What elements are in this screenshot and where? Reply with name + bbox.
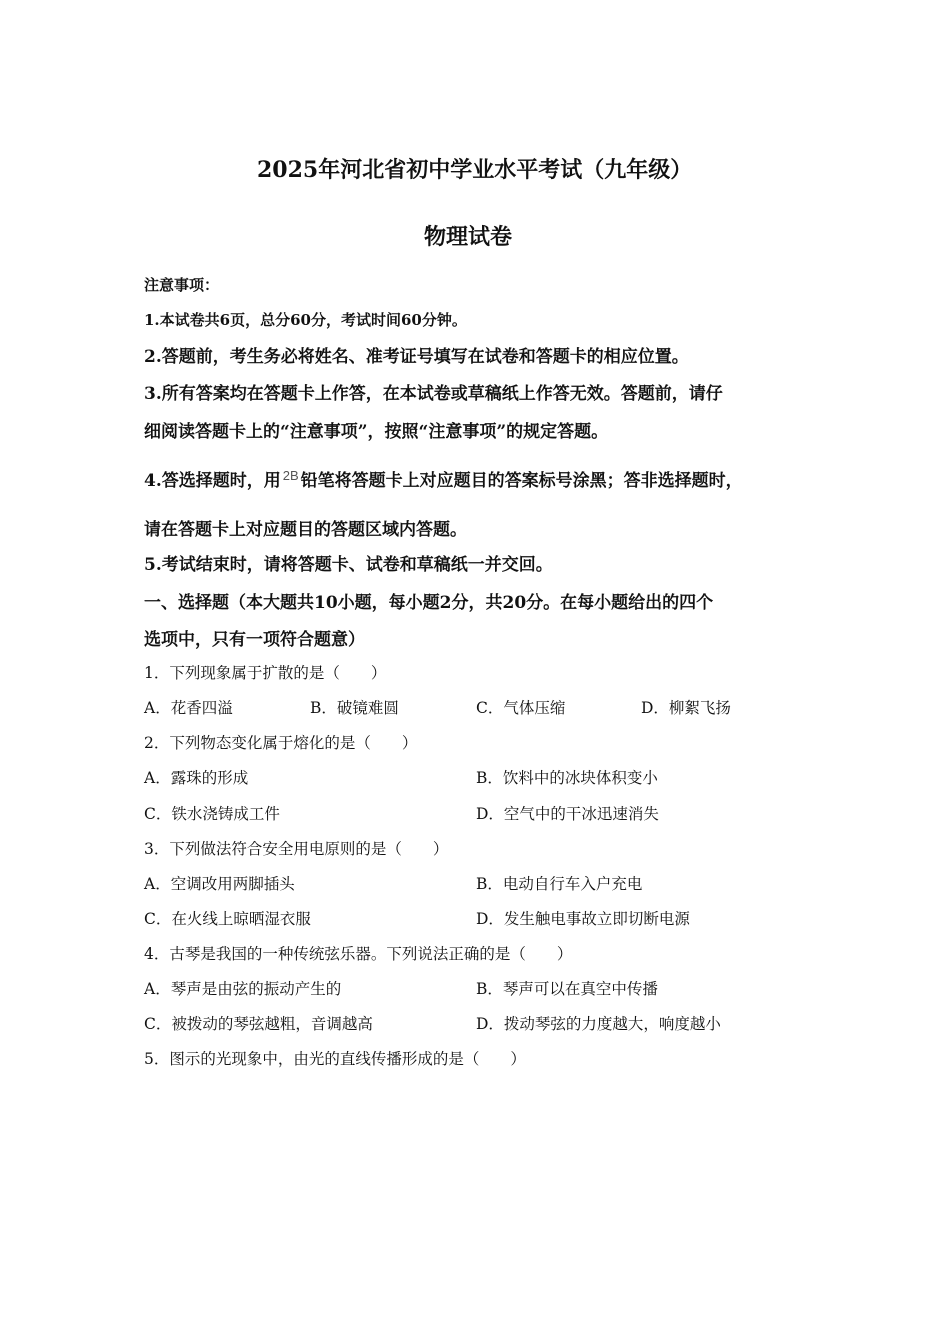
notice-item-4-post: 铅笔将答题卡上对应题目的答案标号涂黑；答非选择题时， [300, 471, 743, 491]
question-3-option-d: D．发生触电事故立即切断电源 [476, 910, 690, 928]
notice-heading: 注意事项： [144, 276, 220, 294]
notice-item-5: 5.考试结束时，请将答题卡、试卷和草稿纸一并交回。 [144, 555, 553, 575]
notice-item-3-line-1: 3.所有答案均在答题卡上作答，在本试卷或草稿纸上作答无效。答题前，请仔 [144, 384, 723, 404]
question-2-option-c: C．铁水浇铸成工件 [144, 805, 280, 823]
question-4-option-c: C．被拨动的琴弦越粗，音调越高 [144, 1015, 373, 1033]
question-2-option-a: A．露珠的形成 [144, 769, 249, 787]
question-4-stem: 4．古琴是我国的一种传统弦乐器。下列说法正确的是（ ） [144, 945, 573, 963]
pencil-grade: 2B [282, 468, 299, 483]
section-1-heading-line-1: 一、选择题（本大题共10小题，每小题2分，共20分。在每小题给出的四个 [144, 593, 714, 613]
question-4-option-d: D．拨动琴弦的力度越大，响度越小 [476, 1015, 721, 1033]
question-2-option-b: B．饮料中的冰块体积变小 [476, 769, 658, 787]
question-3-option-a: A．空调改用两脚插头 [144, 875, 295, 893]
notice-item-2: 2.答题前，考生务必将姓名、准考证号填写在试卷和答题卡的相应位置。 [144, 347, 689, 367]
question-4-option-a: A．琴声是由弦的振动产生的 [144, 980, 342, 998]
question-2-stem: 2．下列物态变化属于熔化的是（ ） [144, 734, 418, 752]
notice-item-4-line-2: 请在答题卡上对应题目的答题区域内答题。 [144, 520, 467, 540]
question-3-stem: 3．下列做法符合安全用电原则的是（ ） [144, 840, 449, 858]
notice-item-4-pre: 4.答选择题时，用 [144, 471, 281, 491]
question-1-option-b: B．破镜难圆 [310, 699, 399, 717]
exam-title: 2025年河北省初中学业水平考试（九年级） [257, 157, 693, 183]
question-1-option-d: D．柳絮飞扬 [641, 699, 731, 717]
notice-item-4-line-1 [144, 466, 743, 491]
exam-subtitle: 物理试卷 [424, 224, 513, 250]
question-1-stem: 1．下列现象属于扩散的是（ ） [144, 664, 387, 682]
question-4-option-b: B．琴声可以在真空中传播 [476, 980, 658, 998]
question-1-option-c: C．气体压缩 [476, 699, 566, 717]
notice-item-3-line-2: 细阅读答题卡上的“注意事项”，按照“注意事项”的规定答题。 [144, 422, 609, 442]
section-1-heading-line-2: 选项中，只有一项符合题意） [144, 630, 365, 650]
question-3-option-c: C．在火线上晾晒湿衣服 [144, 910, 311, 928]
question-5-stem: 5．图示的光现象中，由光的直线传播形成的是（ ） [144, 1050, 526, 1068]
notice-item-1: 1.本试卷共6页，总分60分，考试时间60分钟。 [144, 311, 467, 329]
question-3-option-b: B．电动自行车入户充电 [476, 875, 643, 893]
question-1-option-a: A．花香四溢 [144, 699, 233, 717]
question-2-option-d: D．空气中的干冰迅速消失 [476, 805, 659, 823]
